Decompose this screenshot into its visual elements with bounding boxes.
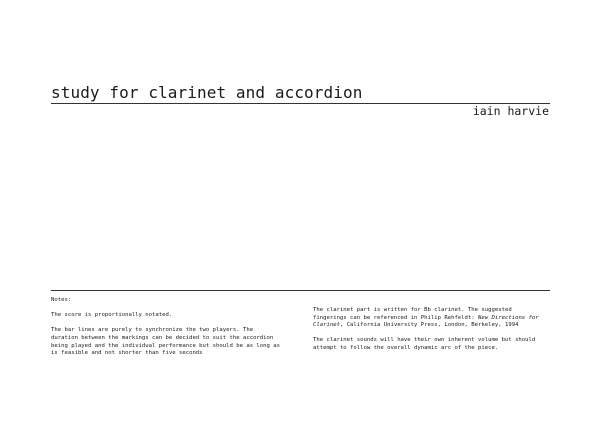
composer-name: iain harvie [472, 104, 549, 118]
notes-right-column [313, 307, 539, 353]
note-dynamics-line-1: The clarinet sounds will have their own inherent volume but should [313, 337, 536, 344]
score-title: study for clarinet and accordion [51, 83, 363, 102]
book-title-part-1: New Directions for [478, 314, 539, 321]
notes-heading: Notes: [51, 297, 72, 303]
note-barlines-line-3: being played and the individual performance but should be as long as [51, 342, 281, 349]
note-proportional: The score is proportionally notated. [51, 312, 173, 319]
book-title-part-2: Clarinet [313, 322, 340, 329]
note-barlines-line-4: is feasible and not shorter than five seconds [51, 350, 203, 357]
note-barlines-line-1: The bar lines are purely to synchronize the two players. The [51, 327, 254, 334]
note-clarinet-line-3 [313, 322, 539, 330]
note-dynamics-line-2: attempt to follow the overall dynamic arc of the piece. [313, 344, 499, 351]
note-clarinet-prefix: fingerings can be referenced in Philip Rehfeldt: [313, 314, 479, 321]
note-barlines-line-2: duration between the markings can be decided to suit the accordion [51, 334, 274, 341]
notes-left-column [51, 297, 280, 358]
note-clarinet-line-1: The clarinet part is written for Bb clarinet. The suggested [313, 307, 512, 313]
note-clarinet-line-2 [313, 315, 539, 323]
notes-rule [51, 290, 550, 291]
note-clarinet-publisher: , California University Press, London, Berkeley, 1994 [339, 322, 519, 329]
